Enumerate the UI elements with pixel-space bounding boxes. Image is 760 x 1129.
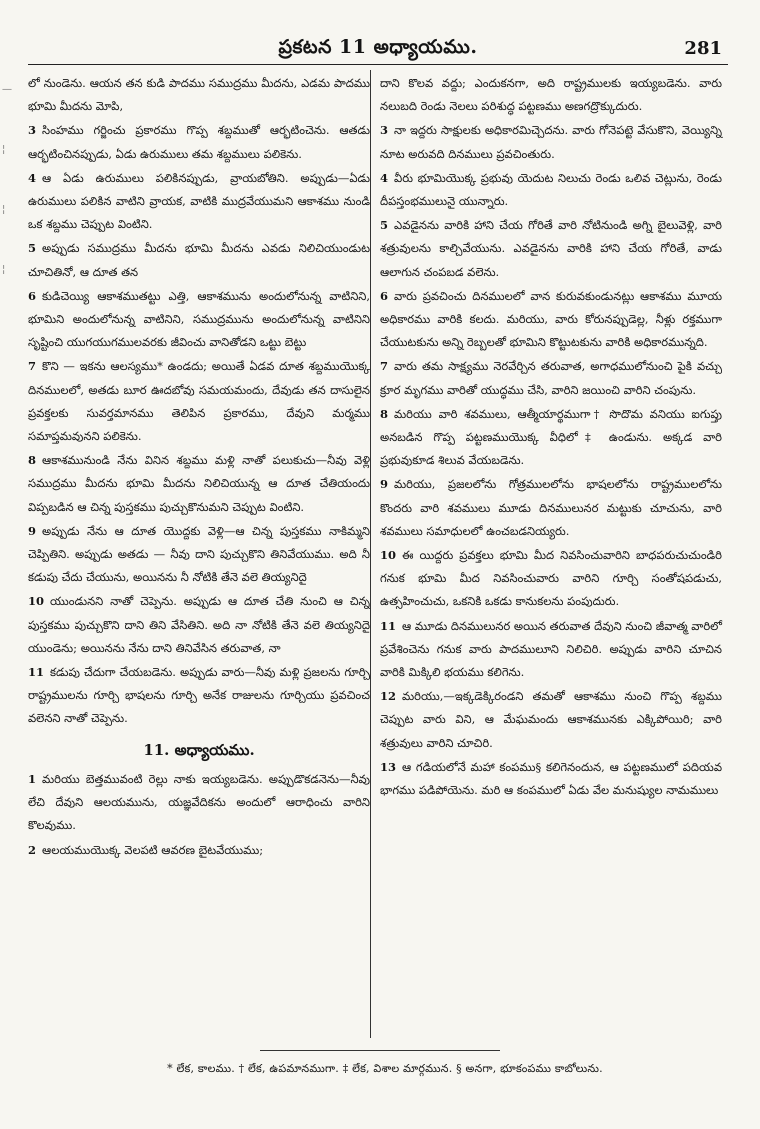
- verse-text: వారు ప్రవచించు దినములలో వాన కురువకుండునట్లు ఆకాశము మూయ అధికారము వారికి కలదు. మరియు, వారు కోరునప్పుడెల్ల, నీళ్లు రక్తముగా చేయుటకును అన్ని రెబ్బలతో భూమిని కొట్టుటకును వారికి అధికారమున్నది.: [380, 288, 722, 350]
- verse-text: వీరు భూమియొక్క ప్రభువు యెదుట నిలుచు రెండు ఒలివ చెట్లును, రెండు దీపస్తంభములునై యున్నారు.: [380, 170, 722, 209]
- chapter-heading: 11. అధ్యాయము.: [143, 740, 255, 759]
- verse-text: సింహము గర్జించు ప్రకారము గొప్ప శబ్దముతో ఆర్భటించెను. ఆతడు ఆర్భటించినప్పుడు, ఏడు ఉరుములు తమ శబ్దములు పలికెను.: [28, 123, 370, 161]
- verse-text: అప్పుడు సముద్రము మీదను భూమి మీదను ఎవడు నిలిచియుండుట చూచితినో, ఆ దూత తన: [28, 241, 370, 279]
- verse-paragraph: [28, 285, 370, 355]
- verse-number: 9: [28, 523, 37, 538]
- verse-paragraph: [28, 237, 370, 283]
- verse-paragraph: [28, 590, 370, 660]
- verse-text: నా ఇద్దరు సాక్షులకు అధికారమిచ్చెదను. వారు గోనెపట్టె వేసుకొని, వెయ్యిన్ని నూట అరువది దినములు ప్రవచింతురు.: [380, 123, 722, 161]
- verse-paragraph: [380, 119, 722, 165]
- verse-number: 1: [28, 771, 37, 786]
- verse-number: 12: [380, 689, 397, 704]
- verse-text: మరియు, ప్రజలలోను గోత్రములలోను భాషలలోను రాష్ట్రములలోను కొందరు వారి శవములు మూడు దినములునర మట్టుకు చూచును, వారి శవములు సమాధులలో ఉంచబడనియ్యరు.: [380, 477, 722, 538]
- verse-paragraph: [380, 756, 722, 802]
- verse-text: కుడిచెయ్యి ఆకాశముతట్టు ఎత్తి, ఆకాశమును అందులోనున్న వాటినిని, భూమిని అందులోనున్న వాటినిని, సముద్రమును అందులోనున్న వాటినిని సృష్టించి యుగయుగములవరకు జీవించు వానితోడని ఒట్టు బెట్టు: [28, 288, 370, 350]
- left-column: [28, 72, 370, 862]
- verse-number: 2: [28, 842, 37, 857]
- verse-number: 11: [380, 618, 397, 633]
- verse-paragraph: [380, 403, 722, 473]
- verse-paragraph: [28, 520, 370, 590]
- verse-number: 10: [380, 548, 397, 563]
- page-edge-marks: — ¦ ¦ ¦: [2, 84, 12, 275]
- verse-text: ఆలయముయొక్క వెలపటి ఆవరణ బైటవేయుము;: [42, 842, 264, 857]
- verse-text: ఆకాశమునుండి నేను వినిన శబ్దము మళ్లి నాతో పలుకుచు—నీవు వెళ్లి సముద్రము మీదను భూమి మీదను నిలిచియున్న ఆ దూత చేతియందు విప్పబడిన ఆ చిన్న పుస్తకము పుచ్చుకొనుమని చెప్పుట వింటిని.: [28, 453, 370, 514]
- verse-number: 3: [28, 123, 37, 138]
- verse-number: 3: [380, 123, 389, 138]
- verse-text: లో నుండెను. ఆయన తన కుడి పాదము సముద్రము మీదను, ఎడమ పాదము భూమి మీదను మోపి,: [28, 76, 370, 114]
- verse-text: ఎవడైనను వారికి హాని చేయ గోరితే వారి నోటినుండి అగ్ని బైలువెళ్లి, వారి శత్రువులను కాల్చివేయును. ఎవడైనను వారికి హాని చేయ గోరితే, వాడు ఆలాగున చంపబడ వలెను.: [380, 218, 722, 279]
- verse-paragraph: [380, 355, 722, 401]
- verse-number: 5: [380, 218, 389, 233]
- verse-number: 10: [28, 594, 45, 609]
- verse-text: యుండునని నాతో చెప్పెను. అప్పుడు ఆ దూత చేతి నుంచి ఆ చిన్న పుస్తకము పుచ్చుకొని దాని తిని వేసితిని. అది నా నోటికి తేనె వలె తియ్యనిదై యుండెను; అయినను నేను దాని తినివేసిన తరువాత, నా: [28, 594, 370, 655]
- verse-text: మరియు,—ఇక్కడెక్కిరండని తమతో ఆకాశము నుంచి గొప్ప శబ్దము చెప్పుట వారు విని, ఆ మేఘమందు ఆకాశమునకు ఎక్కిపోయిరి; వారి శత్రువులు వారిని చూచిరి.: [380, 689, 722, 750]
- page-header: [28, 34, 728, 65]
- verse-number: 4: [28, 170, 37, 185]
- verse-number: 5: [28, 241, 37, 256]
- verse-number: 8: [28, 453, 37, 468]
- verse-paragraph: [380, 615, 722, 685]
- verse-paragraph: [380, 285, 722, 355]
- running-title: ప్రకటన 11 అధ్యాయము.: [278, 36, 478, 58]
- verse-number: 4: [380, 170, 389, 185]
- verse-text: అప్పుడు నేను ఆ దూత యొద్దకు వెళ్లి—ఆ చిన్న పుస్తకము నాకిమ్మని చెప్పితిని. అప్పుడు అతడు — నీవు దాని పుచ్చుకొని తినివేయుము. అది నీ కడుపు చేదు చేయును, అయినను నీ నోటికి తేనె వలె తియ్యనిదై: [28, 523, 370, 585]
- verse-number: 8: [380, 406, 389, 421]
- verse-text: ఆ ఏడు ఉరుములు పలికినప్పుడు, వ్రాయబోతిని. అప్పుడు—ఏడు ఉరుములు పలికిన వాటిని వ్రాయక, వాటికి ముద్రవేయుమని ఆకాశము నుండి ఒక శబ్దము చెప్పుట వింటిని.: [28, 170, 370, 232]
- verse-text: మరియు బెత్తమువంటి రెల్లు నాకు ఇయ్యబడెను. అప్పుడొకడనెను—నీవు లేచి దేవుని ఆలయమును, యజ్ఞవేదికను అందులో ఆరాధించు వారిని కొలవుము.: [28, 771, 370, 833]
- verse-text: కడుపు చేదుగా చేయబడెను. అప్పుడు వారు—నీవు మళ్లి ప్రజలను గూర్చి రాష్ట్రములను గూర్చి భాషలను గూర్చి అనేక రాజులను గూర్చియు ప్రవచించ వలెనని నాతో చెప్పెను.: [28, 665, 370, 726]
- verse-paragraph: [28, 355, 370, 448]
- verse-text: దాని కొలవ వద్దు; ఎందుకనగా, అది రాష్ట్రములకు ఇయ్యబడెను. వారు నలుబది రెండు నెలలు పరిశుద్ధ పట్టణము అణగద్రొక్కుదురు.: [380, 76, 722, 114]
- verse-paragraph: [28, 167, 370, 237]
- verse-number: 6: [380, 288, 389, 303]
- verse-paragraph: [28, 768, 370, 838]
- verse-number: 13: [380, 759, 397, 774]
- verse-paragraph: [380, 685, 722, 755]
- verse-paragraph: [28, 72, 370, 118]
- right-column: [380, 72, 722, 802]
- verse-text: మరియు వారి శవములు, ఆత్మీయార్థముగా† సొదొమ వనియు ఐగుప్తు అనబడిన గొప్ప పట్టణముయొక్క వీధిలో‡ ఉండును. అక్కడ వారి ప్రభువుకూడ శిలువ వేయబడెను.: [380, 406, 722, 468]
- verse-number: 7: [28, 359, 37, 374]
- verse-text: ఆ మూడు దినములునర అయిన తరువాత దేవుని నుంచి జీవాత్మ వారిలో ప్రవేశించెను గనుక వారు పాదములూని నిలిచిరి. అప్పుడు వారిని చూచిన వారికి మిక్కిలి భయము కలిగెను.: [380, 618, 722, 680]
- verse-paragraph: [380, 167, 722, 213]
- page-number: 281: [684, 38, 722, 59]
- verse-number: 6: [28, 288, 37, 303]
- verse-text: వారు తమ సాక్ష్యము నెరవేర్చిన తరువాత, అగాధములోనుంచి పైకి వచ్చు క్రూర మృగము వారితో యుద్ధము చేసి, వారిని జయించి వారిని చంపును.: [380, 359, 722, 397]
- verse-paragraph: [380, 473, 722, 543]
- verse-paragraph: [28, 449, 370, 519]
- verse-text: ఆ గడియలోనే మహా కంపము§ కలిగెనందున, ఆ పట్టణములో పదియవ భాగము పడిపోయెను. మరి ఆ కంపములో ఏడు వేల మనుష్యుల నామములు: [380, 759, 722, 798]
- verse-number: 9: [380, 477, 389, 492]
- verse-text: కొని — ఇకను ఆలస్యము* ఉండదు; అయితే ఏడవ దూత శబ్దముయొక్క దినములలో, అతడు బూర ఊదబోవు సమయమందు, దేవుడు తన దాసులైన ప్రవక్తలకు సువర్తమానము తెలిపిన ప్రకారము, దేవుని మర్మము సమాప్తమవునని పలికెను.: [28, 359, 370, 444]
- verse-paragraph: [380, 544, 722, 614]
- verse-number: 11: [28, 665, 45, 680]
- verse-number: 7: [380, 359, 389, 374]
- footnotes: * లేక, కాలము. † లేక, ఉపమానముగా. ‡ లేక, విశాల మార్గమున. § అనగా, భూకంపము కాబోలును.: [167, 1062, 603, 1075]
- verse-paragraph: [28, 839, 370, 862]
- verse-text: ఈ యిద్దరు ప్రవక్తలు భూమి మీద నివసించువారిని బాధపరుచుచుండిరి గనుక భూమి మీద నివసించువారు వారిని గూర్చి సంతోషపడుచు, ఉత్సహించుచు, ఒకనికి ఒకడు కానుకలను పంపుదురు.: [380, 548, 722, 609]
- verse-paragraph: [28, 661, 370, 731]
- footnote-divider: [260, 1050, 500, 1051]
- column-divider: [370, 70, 371, 1038]
- verse-paragraph: [380, 214, 722, 284]
- verse-paragraph: [28, 119, 370, 165]
- verse-paragraph: [380, 72, 722, 118]
